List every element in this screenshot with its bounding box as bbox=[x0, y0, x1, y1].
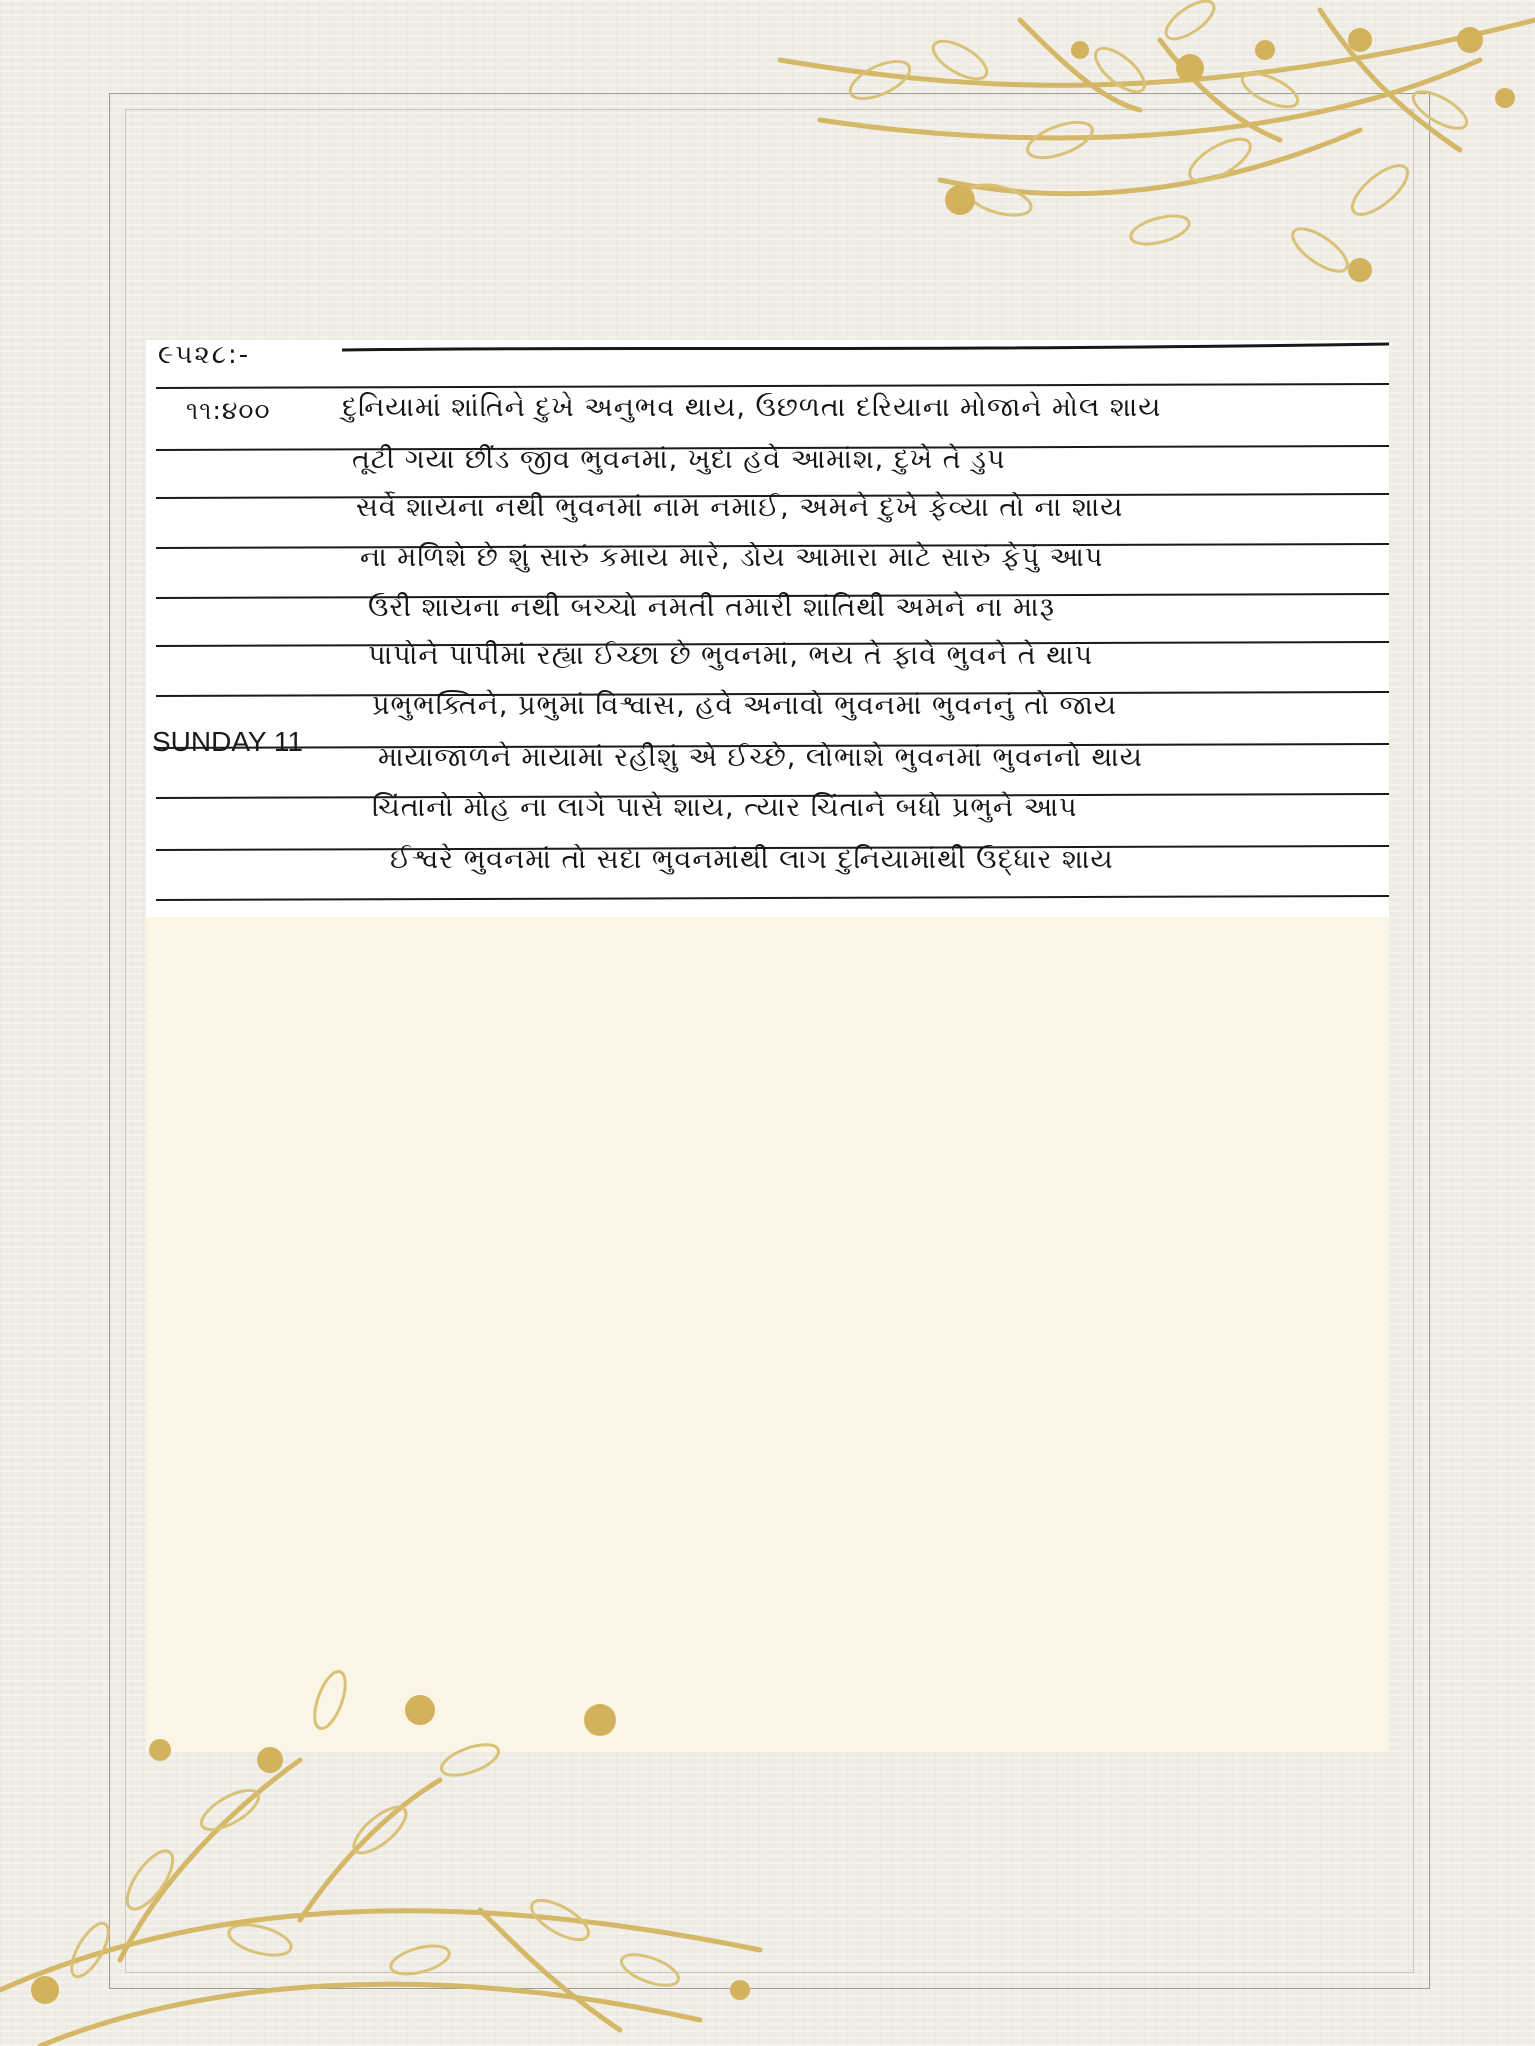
floral-decoration-top bbox=[760, 0, 1535, 310]
handwritten-line: પાપોને પાપીમાં રહ્યા ઈચ્છા છે ભુવનમાં, ભય તે ફાવે ભુવને તે થાપ bbox=[368, 640, 1094, 671]
entry-date: ૯૫૨૮:- bbox=[158, 340, 251, 370]
ruled-lines bbox=[146, 340, 1389, 917]
diary-page-image bbox=[146, 340, 1389, 917]
handwritten-line: દુનિયામાં શાંતિને દુખે અનુભવ થાય, ઉછળતા દરિયાના મોજાને મોલ શાય bbox=[342, 392, 1162, 423]
handwritten-line: પ્રભુભક્તિને, પ્રભુમાં વિશ્વાસ, હવે અનાવો ભુવનમાં ભુવનનું તો જાય bbox=[372, 690, 1118, 721]
floral-decoration-bottom bbox=[0, 1660, 800, 2046]
handwritten-line: તૂટી ગયા છીંડ જીવ ભુવનમાં, ખુદા હવે આમાંશ, દુખે તે ડુપ bbox=[352, 444, 1006, 475]
handwritten-line: ચિંતાનો મોહ ના લાગે પાસે શાય, ત્યાર ચિંતાને બધો પ્રભુને આપ bbox=[372, 792, 1078, 823]
handwritten-line: માયાજાળને માયામાં રહીશું એ ઈચ્છે, લોભાશે ભુવનમાં ભુવનનો થાય bbox=[378, 742, 1143, 773]
day-label: SUNDAY 11 bbox=[152, 726, 303, 757]
handwritten-line: ના મળિશે છે શું સારું કમાય મારે, ડોય આમારા માટે સારું ફેપું આપ bbox=[360, 542, 1104, 573]
handwritten-line: ઉરી શાયના નથી બચ્ચો નમતી તમારી શાંતિથી અમને ના મારૂ bbox=[368, 592, 1056, 623]
handwritten-line: ઈશ્વરે ભુવનમાં તો સદા ભુવનમાંથી લાગ દુનિયામાંથી ઉદ્ધાર શાય bbox=[390, 844, 1114, 875]
entry-time: ૧૧:૪૦૦ bbox=[186, 396, 271, 425]
handwritten-line: સર્વે શાયના નથી ભુવનમાં નામ નમાઈ, અમને દુખે ફેવ્યા તો ના શાય bbox=[356, 492, 1124, 523]
